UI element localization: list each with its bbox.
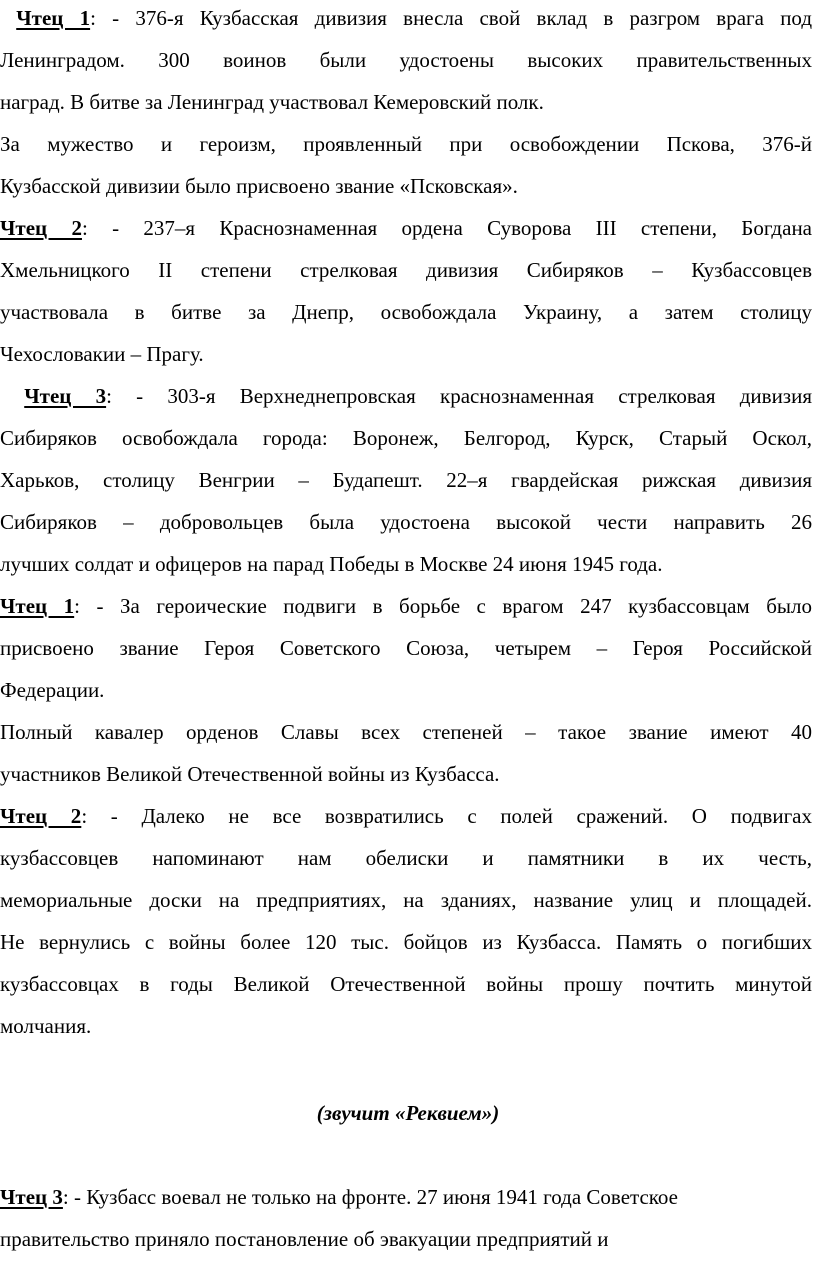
text-line: правительство приняло постановление об эвакуации предприятий и bbox=[0, 1227, 609, 1251]
speaker-label: Чтец 1 bbox=[16, 6, 91, 30]
text-line: наград. В битве за Ленинград участвовал Кемеровский полк. bbox=[0, 90, 544, 114]
text-line: Сибиряков – добровольцев была удостоена высокой чести направить 26 bbox=[0, 510, 812, 534]
text-line: Федерации. bbox=[0, 678, 105, 702]
stage-direction: (звучит «Реквием») bbox=[316, 1101, 500, 1125]
text-line: молчания. bbox=[0, 1014, 92, 1038]
speaker-label: Чтец 3 bbox=[24, 384, 107, 408]
text-line: Чтец 2: - Далеко не все возвратились с полей сражений. О подвигах bbox=[0, 804, 813, 828]
text-line: Сибиряков освобождала города: Воронеж, Белгород, Курск, Старый Оскол, bbox=[0, 426, 812, 450]
text-line: лучших солдат и офицеров на парад Победы в Москве 24 июня 1945 года. bbox=[0, 552, 663, 576]
text-line: За мужество и героизм, проявленный при освобождении Пскова, 376-й bbox=[0, 132, 812, 156]
text-line: участвовала в битве за Днепр, освобождала Украину, а затем столицу bbox=[0, 300, 812, 324]
text-line: Не вернулись с войны более 120 тыс. бойцов из Кузбасса. Память о погибших bbox=[0, 930, 812, 954]
text-line: Харьков, столицу Венгрии – Будапешт. 22–я гвардейская рижская дивизия bbox=[0, 468, 812, 492]
text-line: кузбассовцев напоминают нам обелиски и памятники в их честь, bbox=[0, 846, 812, 870]
paragraph-3 bbox=[0, 207, 812, 375]
paragraph-5 bbox=[0, 585, 812, 711]
paragraph-4 bbox=[0, 375, 812, 585]
text-line: Чтец 3: - Кузбасс воевал не только на фронте. 27 июня 1941 года Советское bbox=[0, 1185, 679, 1209]
speaker-label: Чтец 1 bbox=[0, 594, 75, 618]
text-line: участников Великой Отечественной войны из Кузбасса. bbox=[0, 762, 500, 786]
text-line: присвоено звание Героя Советского Союза, четырем – Героя Российской bbox=[0, 636, 812, 660]
text-line: Ленинградом. 300 воинов были удостоены высоких правительственных bbox=[0, 48, 812, 72]
text-line: мемориальные доски на предприятиях, на зданиях, название улиц и площадей. bbox=[0, 888, 812, 912]
text-line: Кузбасской дивизии было присвоено звание «Псковская». bbox=[0, 174, 518, 198]
speaker-label: Чтец 3 bbox=[0, 1185, 63, 1209]
text-line: Хмельницкого II степени стрелковая дивизия Сибиряков – Кузбассовцев bbox=[0, 258, 812, 282]
text-line: Чтец 3: - 303-я Верхнеднепровская краснознаменная стрелковая дивизия bbox=[24, 384, 813, 408]
text-line: Чтец 1: - За героические подвиги в борьбе с врагом 247 кузбассовцам было bbox=[0, 594, 813, 618]
text-line: кузбассовцах в годы Великой Отечественной войны прошу почтить минутой bbox=[0, 972, 812, 996]
speaker-label: Чтец 2 bbox=[0, 804, 82, 828]
text-line: Полный кавалер орденов Славы всех степеней – такое звание имеют 40 bbox=[0, 720, 812, 744]
paragraph-6 bbox=[0, 711, 812, 795]
speaker-label: Чтец 2 bbox=[0, 216, 82, 240]
paragraph-final bbox=[0, 1176, 812, 1260]
paragraph-7 bbox=[0, 795, 812, 1047]
paragraph-2 bbox=[0, 123, 812, 207]
text-line: Чтец 1: - 376-я Кузбасская дивизия внесла свой вклад в разгром врага под bbox=[16, 6, 813, 30]
paragraph-1 bbox=[0, 0, 812, 123]
text-line: Чтец 2: - 237–я Краснознаменная ордена Суворова III степени, Богдана bbox=[0, 216, 812, 240]
text-line: Чехословакии – Прагу. bbox=[0, 342, 204, 366]
